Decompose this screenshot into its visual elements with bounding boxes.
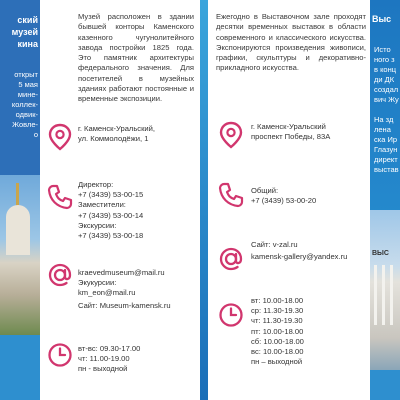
gallery-contacts [251, 240, 347, 262]
right-panel [370, 0, 400, 400]
left-panel-footer [0, 335, 40, 400]
left-panel-heading: ский музей кина [11, 15, 38, 49]
museum-contacts: kraevedmuseum@mail.ru Экукурсии: km_eon@mail.ru Сайт: Museum-kamensk.ru [78, 268, 171, 310]
clock-icon [45, 340, 75, 370]
gallery-address: г. Каменск-Уральский проспект Победы, 83А [251, 122, 331, 142]
gallery-panel [208, 0, 370, 400]
at-sign-icon [45, 260, 75, 290]
phone-icon [216, 180, 246, 210]
gallery-description: Ежегодно в Выставочном зале проходят десятки временных выставок в области современного и классического искусства. Экспонируются произведения живописи, графики, скульптуры и декоративно-прикладного искусства. [216, 12, 366, 73]
phone-icon [45, 182, 75, 212]
director-phone[interactable]: +7 (3439) 53-00-15 [78, 190, 144, 200]
right-panel-text: Исто ного з в конц ди ДК создал вич Жу На зд лена ска Ир Глазун директ выстав [374, 45, 399, 174]
gallery-phone-number[interactable]: +7 (3439) 53-00-20 [251, 196, 317, 206]
museum-building-photo [0, 175, 40, 335]
museum-address: г. Каменск-Уральский, ул. Коммолодёжи, 1 [78, 124, 156, 144]
excursion-phone[interactable]: +7 (3439) 53-00-18 [78, 231, 144, 241]
gallery-phone: Общий: +7 (3439) 53-00-20 [251, 186, 317, 206]
building-sign: ВЫС [372, 250, 389, 257]
location-pin-icon [216, 120, 246, 150]
museum-hours: вт-вс: 09.30-17.00 чт: 11.00-19.00 пн - выходной [78, 344, 141, 374]
left-panel-text: открыт 5 мая мине- коллек- одвик- Жовле- о [11, 70, 38, 139]
right-panel-heading: Выс [372, 14, 392, 24]
museum-excursion-email[interactable]: km_eon@mail.ru [78, 288, 136, 298]
museum-panel [40, 0, 200, 400]
gallery-hours: вт: 10.00-18.00 ср: 11.30-19.30 чт: 11.30-19.30 пт: 10.00-18.00 сб: 10.00-18.00 вс: 10.00-18.00 пн – выходной [251, 296, 304, 367]
right-panel-footer [370, 370, 400, 400]
clock-icon [216, 300, 246, 330]
museum-email[interactable]: kraevedmuseum@mail.ru [78, 268, 165, 277]
museum-site[interactable]: Сайт: Museum-kamensk.ru [78, 300, 171, 310]
gallery-building-photo [370, 210, 400, 370]
panel-divider [200, 0, 208, 400]
location-pin-icon [45, 122, 75, 152]
left-panel [0, 0, 40, 400]
gallery-site[interactable]: Сайт: v-zal.ru [251, 240, 298, 249]
deputy-phone[interactable]: +7 (3439) 53-00-14 [78, 210, 144, 220]
gallery-email[interactable]: kamensk-gallery@yandex.ru [251, 252, 348, 262]
at-sign-icon [216, 244, 246, 274]
museum-description: Музей расположен в здании бывшей конторы Каменского казенного чугунолитейного завода постройки 1825 года. Это памятник архитектуры федерального значения. Для посетителей в музейных зданиях работают постоянные и временные экспозиции. [78, 12, 194, 104]
museum-phones: Директор: +7 (3439) 53-00-15 Заместители: +7 (3439) 53-00-14 Экскурсии: +7 (3439) 53-00-18 [78, 180, 144, 241]
